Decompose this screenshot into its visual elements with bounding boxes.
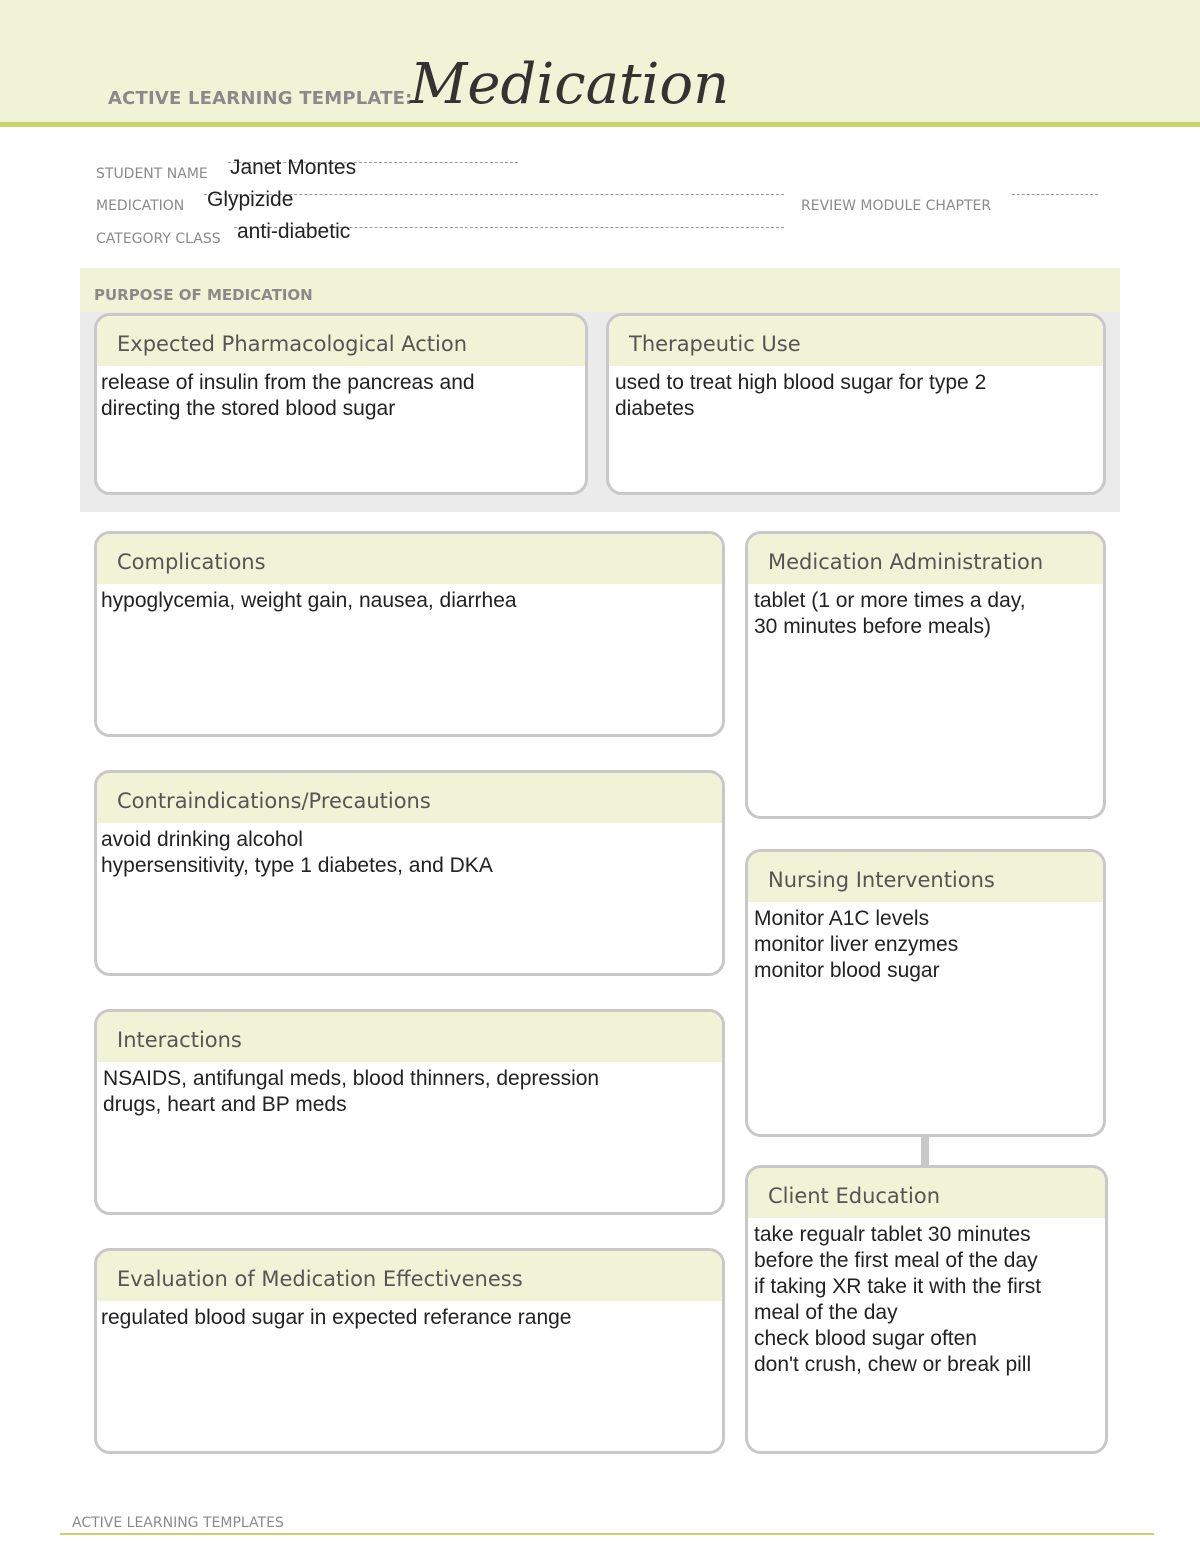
interactions-box[interactable]: [94, 1009, 725, 1215]
template-title: Medication: [410, 52, 730, 117]
header-divider: [0, 122, 1200, 127]
medication-administration-text[interactable]: tablet (1 or more times a day, 30 minutes before meals): [754, 589, 1026, 638]
medication-field[interactable]: Glypizide: [207, 188, 294, 211]
nursing-interventions-text[interactable]: Monitor A1C levels monitor liver enzymes monitor blood sugar: [754, 907, 959, 982]
client-education-title: Client Education: [748, 1168, 1105, 1218]
complications-box[interactable]: [94, 531, 725, 737]
expected-action-text[interactable]: release of insulin from the pancreas and directing the stored blood sugar: [101, 371, 475, 420]
nursing-interventions-box[interactable]: [745, 849, 1106, 1137]
interactions-text[interactable]: NSAIDS, antifungal meds, blood thinners, depression drugs, heart and BP meds: [103, 1067, 600, 1116]
contraindications-box[interactable]: [94, 770, 725, 976]
expected-action-title: Expected Pharmacological Action: [97, 316, 585, 366]
medication-administration-title: Medication Administration: [748, 534, 1103, 584]
contraindications-text[interactable]: avoid drinking alcohol hypersensitivity, type 1 diabetes, and DKA: [101, 828, 493, 877]
category-class-label: CATEGORY CLASS: [96, 231, 221, 247]
template-label: ACTIVE LEARNING TEMPLATE:: [108, 88, 413, 109]
student-name-label: STUDENT NAME: [96, 166, 208, 182]
student-name-field[interactable]: Janet Montes: [230, 156, 357, 179]
therapeutic-use-box[interactable]: [606, 313, 1106, 495]
purpose-title: PURPOSE OF MEDICATION: [94, 286, 313, 304]
evaluation-title: Evaluation of Medication Effectiveness: [97, 1251, 722, 1301]
complications-title: Complications: [97, 534, 722, 584]
expected-action-box[interactable]: [94, 313, 588, 495]
contraindications-title: Contraindications/Precautions: [97, 773, 722, 823]
footer-divider: [60, 1533, 1154, 1535]
category-class-field[interactable]: anti-diabetic: [237, 220, 351, 243]
client-education-box[interactable]: [745, 1165, 1108, 1454]
evaluation-box[interactable]: [94, 1248, 725, 1454]
review-module-field[interactable]: [1012, 194, 1098, 195]
interactions-title: Interactions: [97, 1012, 722, 1062]
nursing-interventions-title: Nursing Interventions: [748, 852, 1103, 902]
box-connector: [921, 1134, 929, 1166]
footer-label: ACTIVE LEARNING TEMPLATES: [72, 1515, 284, 1531]
evaluation-text[interactable]: regulated blood sugar in expected referance range: [101, 1306, 572, 1329]
medication-administration-box[interactable]: [745, 531, 1106, 819]
therapeutic-use-text[interactable]: used to treat high blood sugar for type 2 diabetes: [615, 371, 987, 420]
review-module-label: REVIEW MODULE CHAPTER: [801, 198, 992, 214]
complications-text[interactable]: hypoglycemia, weight gain, nausea, diarrhea: [101, 589, 517, 612]
client-education-text[interactable]: take regualr tablet 30 minutes before the first meal of the day if taking XR take it with the first meal of the day check blood sugar often don't crush, chew or break pill: [754, 1223, 1042, 1376]
medication-label: MEDICATION: [96, 198, 185, 214]
therapeutic-use-title: Therapeutic Use: [609, 316, 1103, 366]
